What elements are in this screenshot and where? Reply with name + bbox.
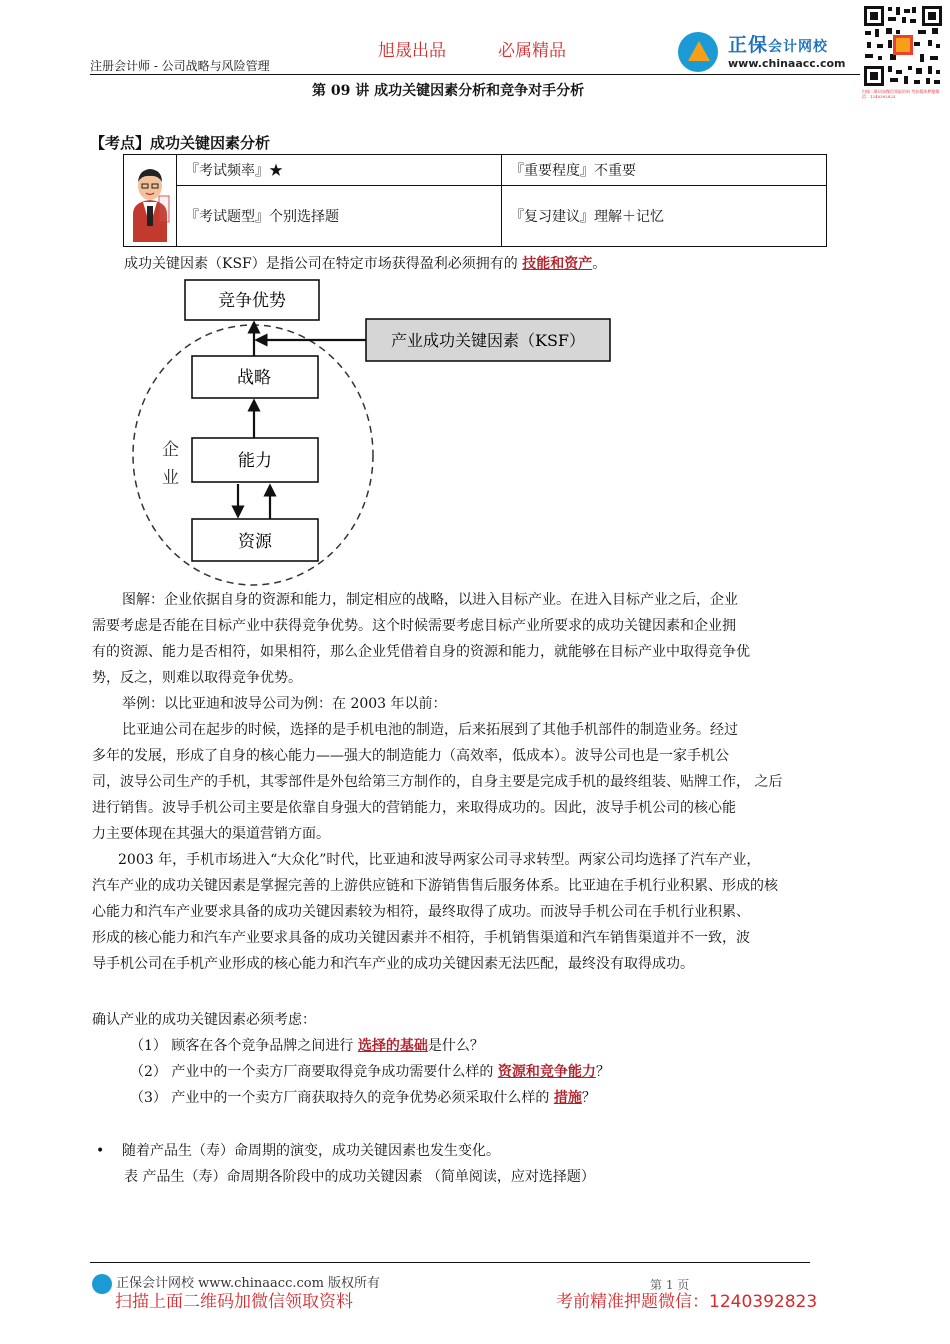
lifecycle-table-caption: 表 产品生（寿）命周期各阶段中的成功关键因素 （简单阅读，应对选择题） bbox=[124, 1169, 595, 1185]
qr-caption: 扫描二维码加微信领取资料 考前精准押题微信：1240392823 bbox=[862, 89, 940, 99]
footer-wechat-contact: 考前精准押题微信：1240392823 bbox=[556, 1292, 818, 1312]
review-advice: 『复习建议』理解＋记忆 bbox=[502, 186, 827, 247]
footer-logo-icon bbox=[92, 1274, 112, 1294]
ksf-diagram bbox=[120, 275, 620, 590]
byd-bird-after-2003: 2003 年，手机市场进入“大众化”时代，比亚迪和波导两家公司寻求转型。两家公司均选择了汽车产业， 汽车产业的成功关键因素是掌握完善的上游供应链和下游销售售后服务体系。比亚迪在手机行业积累、形成的核 心能力和汽车产业要求具备的成功关键因素较为相符，最终取得了成功。而波导手机公司在手机行业积累、 形成的核心能力和汽车产业要求具备的成功关键因素并不相符，手机销售渠道和汽车销售渠道并不一致，波 导手机公司在手机产业形成的核心能力和汽车产业的成功关键因素无法匹配，最终没有取得成功。 bbox=[92, 852, 778, 972]
example-intro: 举例：以比亚迪和波导公司为例：在 2003 年以前： bbox=[122, 696, 447, 712]
logo-emblem-icon bbox=[678, 32, 718, 72]
question-type: 『考试题型』个别选择题 bbox=[177, 186, 502, 247]
footer-divider bbox=[90, 1262, 810, 1263]
resources-label: 资源 bbox=[238, 532, 272, 552]
importance-level: 『重要程度』不重要 bbox=[502, 155, 827, 186]
lifecycle-bullet: • bbox=[96, 1143, 105, 1159]
ksf-definition-highlight: 技能和资产 bbox=[522, 256, 593, 272]
page-number: 第 1 页 bbox=[650, 1278, 690, 1292]
diagram-explanation: 图解：企业依据自身的资源和能力，制定相应的战略，以进入目标产业。在进入目标产业之后，企业 需要考虑是否能在目标产业中获得竞争优势。这个时候需要考虑目标产业所要求的成功关键因素和企业拥 有的资源、能力是否相符，如果相符，那么企业凭借着自身的资源和能力，就能够在目标产业中取得竞争优 势，反之，则难以取得竞争优势。 bbox=[92, 592, 750, 686]
teacher-avatar bbox=[124, 155, 177, 247]
lecture-title: 第 09 讲 成功关键因素分析和竞争对手分析 bbox=[312, 83, 585, 99]
consideration-highlight: 选择的基础 bbox=[357, 1038, 428, 1054]
logo-name: 正保会计网校 bbox=[728, 34, 829, 56]
enterprise-label-1: 企 bbox=[162, 440, 179, 460]
capability-label: 能力 bbox=[238, 451, 272, 471]
consideration-highlight: 资源和竞争能力 bbox=[497, 1064, 596, 1080]
strategy-label: 战略 bbox=[237, 368, 271, 388]
course-name: 注册会计师 - 公司战略与风险管理 bbox=[90, 59, 270, 73]
chinaacc-logo bbox=[678, 30, 858, 74]
lifecycle-text: 随着产品生（寿）命周期的演变，成功关键因素也发生变化。 bbox=[122, 1143, 500, 1159]
ksf-definition: 成功关键因素（KSF）是指公司在特定市场获得盈利必须拥有的 技能和资产。 bbox=[124, 256, 607, 272]
logo-url: www.chinaacc.com bbox=[728, 57, 846, 70]
brand-right-text: 必属精品 bbox=[498, 41, 566, 61]
section-title: 【考点】成功关键因素分析 bbox=[90, 134, 271, 152]
consideration-item: （3） 产业中的一个卖方厂商获取持久的竞争优势必须采取什么样的 措施？ bbox=[130, 1090, 596, 1106]
enterprise-label-2: 业 bbox=[162, 468, 179, 488]
teacher-avatar-icon bbox=[125, 156, 175, 242]
consideration-highlight: 措施 bbox=[553, 1090, 582, 1106]
competitive-advantage-label: 竞争优势 bbox=[218, 291, 286, 311]
footer-wechat-note: 扫描上面二维码加微信领取资料 bbox=[115, 1292, 353, 1312]
header-divider bbox=[90, 74, 860, 75]
considerations-intro: 确认产业的成功关键因素必须考虑： bbox=[92, 1012, 316, 1028]
byd-bird-before-2003: 比亚迪公司在起步的时候，选择的是手机电池的制造，后来拓展到了其他手机部件的制造业务。经过 多年的发展，形成了自身的核心能力——强大的制造能力（高效率，低成本）。波导公司也是一家手机公 司，波导公司生产的手机，其零部件是外包给第三方制作的，自身主要是完成手机的最终组装、贴牌工作， 之后 进行销售。波导手机公司主要是依靠自身强大的营销能力，来取得成功的。因此，波导手机公司的核心能 力主要体现在其强大的渠道营销方面。 bbox=[92, 722, 783, 842]
exam-frequency: 『考试频率』★ bbox=[177, 155, 502, 186]
consideration-item: （1） 顾客在各个竞争品牌之间进行 选择的基础是什么？ bbox=[130, 1038, 484, 1054]
brand-left-text: 旭晟出品 bbox=[378, 41, 446, 61]
industry-ksf-label: 产业成功关键因素（KSF） bbox=[390, 331, 586, 350]
qr-code-icon bbox=[862, 4, 944, 88]
footer-copyright: 正保会计网校 www.chinaacc.com 版权所有 bbox=[92, 1272, 380, 1294]
consideration-item: （2） 产业中的一个卖方厂商要取得竞争成功需要什么样的 资源和竞争能力？ bbox=[130, 1064, 610, 1080]
exam-info-table bbox=[123, 154, 827, 247]
